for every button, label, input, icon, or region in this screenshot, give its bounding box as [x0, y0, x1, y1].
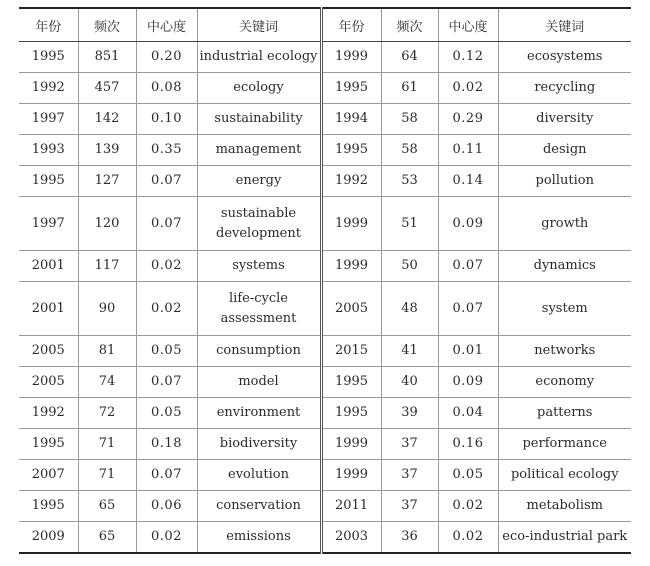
cell-centrality: 0.09 [438, 197, 498, 251]
cell-keyword: consumption [197, 336, 321, 367]
cell-keyword: economy [498, 367, 631, 398]
cell-keyword: eco-industrial park [498, 522, 631, 554]
cell-keyword: energy [197, 166, 321, 197]
cell-frequency: 457 [78, 73, 136, 104]
cell-keyword: biodiversity [197, 429, 321, 460]
cell-centrality: 0.02 [438, 73, 498, 104]
cell-year: 1995 [19, 491, 78, 522]
cell-year: 1995 [321, 398, 381, 429]
cell-keyword: ecosystems [498, 42, 631, 73]
cell-frequency: 71 [78, 429, 136, 460]
cell-keyword: evolution [197, 460, 321, 491]
cell-keyword: sustainable development [197, 197, 321, 251]
cell-year: 1997 [19, 197, 78, 251]
cell-centrality: 0.07 [136, 197, 197, 251]
cell-year: 1995 [19, 166, 78, 197]
cell-frequency: 37 [381, 429, 438, 460]
cell-frequency: 120 [78, 197, 136, 251]
cell-year: 1999 [321, 251, 381, 282]
table-row [19, 429, 631, 460]
cell-frequency: 53 [381, 166, 438, 197]
cell-keyword: environment [197, 398, 321, 429]
header-keyword: 关键词 [498, 8, 631, 42]
cell-year: 2005 [19, 367, 78, 398]
cell-frequency: 37 [381, 460, 438, 491]
cell-year: 2001 [19, 251, 78, 282]
table-row [19, 522, 631, 554]
cell-keyword: systems [197, 251, 321, 282]
cell-centrality: 0.02 [136, 522, 197, 554]
cell-frequency: 39 [381, 398, 438, 429]
cell-year: 1997 [19, 104, 78, 135]
cell-frequency: 50 [381, 251, 438, 282]
cell-frequency: 40 [381, 367, 438, 398]
cell-centrality: 0.07 [438, 251, 498, 282]
table-row [19, 336, 631, 367]
cell-centrality: 0.09 [438, 367, 498, 398]
cell-centrality: 0.16 [438, 429, 498, 460]
cell-frequency: 142 [78, 104, 136, 135]
cell-year: 1992 [19, 73, 78, 104]
header-frequency: 频次 [78, 8, 136, 42]
cell-keyword: industrial ecology [197, 42, 321, 73]
cell-frequency: 71 [78, 460, 136, 491]
keyword-table-container [19, 7, 631, 554]
cell-frequency: 139 [78, 135, 136, 166]
table-row [19, 491, 631, 522]
cell-year: 1995 [19, 429, 78, 460]
cell-centrality: 0.07 [136, 166, 197, 197]
cell-frequency: 65 [78, 491, 136, 522]
table-row [19, 104, 631, 135]
cell-keyword: performance [498, 429, 631, 460]
cell-year: 2005 [19, 336, 78, 367]
cell-centrality: 0.05 [438, 460, 498, 491]
cell-keyword: ecology [197, 73, 321, 104]
cell-centrality: 0.29 [438, 104, 498, 135]
cell-centrality: 0.06 [136, 491, 197, 522]
cell-frequency: 65 [78, 522, 136, 554]
cell-frequency: 36 [381, 522, 438, 554]
cell-frequency: 851 [78, 42, 136, 73]
table-row [19, 166, 631, 197]
cell-frequency: 72 [78, 398, 136, 429]
cell-year: 2005 [321, 282, 381, 336]
header-row [19, 8, 631, 42]
cell-year: 1999 [321, 42, 381, 73]
cell-keyword: conservation [197, 491, 321, 522]
cell-year: 1995 [321, 73, 381, 104]
cell-centrality: 0.18 [136, 429, 197, 460]
header-frequency: 频次 [381, 8, 438, 42]
cell-centrality: 0.11 [438, 135, 498, 166]
table-row [19, 398, 631, 429]
cell-centrality: 0.10 [136, 104, 197, 135]
cell-year: 2003 [321, 522, 381, 554]
cell-keyword: system [498, 282, 631, 336]
cell-centrality: 0.12 [438, 42, 498, 73]
table-row [19, 73, 631, 104]
cell-centrality: 0.05 [136, 398, 197, 429]
table-row [19, 251, 631, 282]
cell-keyword: political ecology [498, 460, 631, 491]
cell-year: 2011 [321, 491, 381, 522]
cell-centrality: 0.02 [438, 522, 498, 554]
cell-centrality: 0.20 [136, 42, 197, 73]
cell-year: 1995 [321, 367, 381, 398]
cell-keyword: patterns [498, 398, 631, 429]
cell-centrality: 0.02 [136, 251, 197, 282]
header-year: 年份 [19, 8, 78, 42]
cell-centrality: 0.07 [136, 367, 197, 398]
cell-centrality: 0.02 [136, 282, 197, 336]
table-row [19, 460, 631, 491]
cell-frequency: 48 [381, 282, 438, 336]
cell-centrality: 0.05 [136, 336, 197, 367]
cell-year: 1999 [321, 429, 381, 460]
cell-keyword: model [197, 367, 321, 398]
cell-frequency: 81 [78, 336, 136, 367]
cell-keyword: management [197, 135, 321, 166]
cell-centrality: 0.01 [438, 336, 498, 367]
cell-centrality: 0.14 [438, 166, 498, 197]
cell-keyword: growth [498, 197, 631, 251]
cell-keyword: metabolism [498, 491, 631, 522]
cell-keyword: diversity [498, 104, 631, 135]
header-keyword: 关键词 [197, 8, 321, 42]
cell-keyword: pollution [498, 166, 631, 197]
cell-frequency: 74 [78, 367, 136, 398]
cell-year: 1992 [321, 166, 381, 197]
cell-frequency: 127 [78, 166, 136, 197]
table-row [19, 282, 631, 336]
cell-centrality: 0.07 [136, 460, 197, 491]
cell-centrality: 0.08 [136, 73, 197, 104]
cell-keyword: emissions [197, 522, 321, 554]
header-centrality: 中心度 [438, 8, 498, 42]
cell-keyword: recycling [498, 73, 631, 104]
table-row [19, 42, 631, 73]
keyword-table [19, 7, 631, 554]
table-row [19, 367, 631, 398]
cell-keyword: sustainability [197, 104, 321, 135]
header-centrality: 中心度 [136, 8, 197, 42]
cell-year: 1992 [19, 398, 78, 429]
header-year: 年份 [321, 8, 381, 42]
cell-frequency: 51 [381, 197, 438, 251]
cell-frequency: 37 [381, 491, 438, 522]
cell-centrality: 0.04 [438, 398, 498, 429]
cell-year: 2015 [321, 336, 381, 367]
cell-frequency: 41 [381, 336, 438, 367]
table-row [19, 135, 631, 166]
cell-centrality: 0.35 [136, 135, 197, 166]
cell-frequency: 64 [381, 42, 438, 73]
cell-frequency: 61 [381, 73, 438, 104]
cell-year: 1999 [321, 197, 381, 251]
cell-year: 1999 [321, 460, 381, 491]
cell-year: 2001 [19, 282, 78, 336]
cell-centrality: 0.07 [438, 282, 498, 336]
cell-keyword: networks [498, 336, 631, 367]
cell-frequency: 117 [78, 251, 136, 282]
cell-frequency: 58 [381, 135, 438, 166]
cell-year: 1993 [19, 135, 78, 166]
table-row [19, 197, 631, 251]
cell-year: 1995 [19, 42, 78, 73]
cell-year: 2007 [19, 460, 78, 491]
cell-frequency: 58 [381, 104, 438, 135]
cell-year: 1995 [321, 135, 381, 166]
cell-keyword: life-cycle assessment [197, 282, 321, 336]
cell-keyword: dynamics [498, 251, 631, 282]
cell-centrality: 0.02 [438, 491, 498, 522]
cell-year: 2009 [19, 522, 78, 554]
cell-frequency: 90 [78, 282, 136, 336]
cell-year: 1994 [321, 104, 381, 135]
cell-keyword: design [498, 135, 631, 166]
